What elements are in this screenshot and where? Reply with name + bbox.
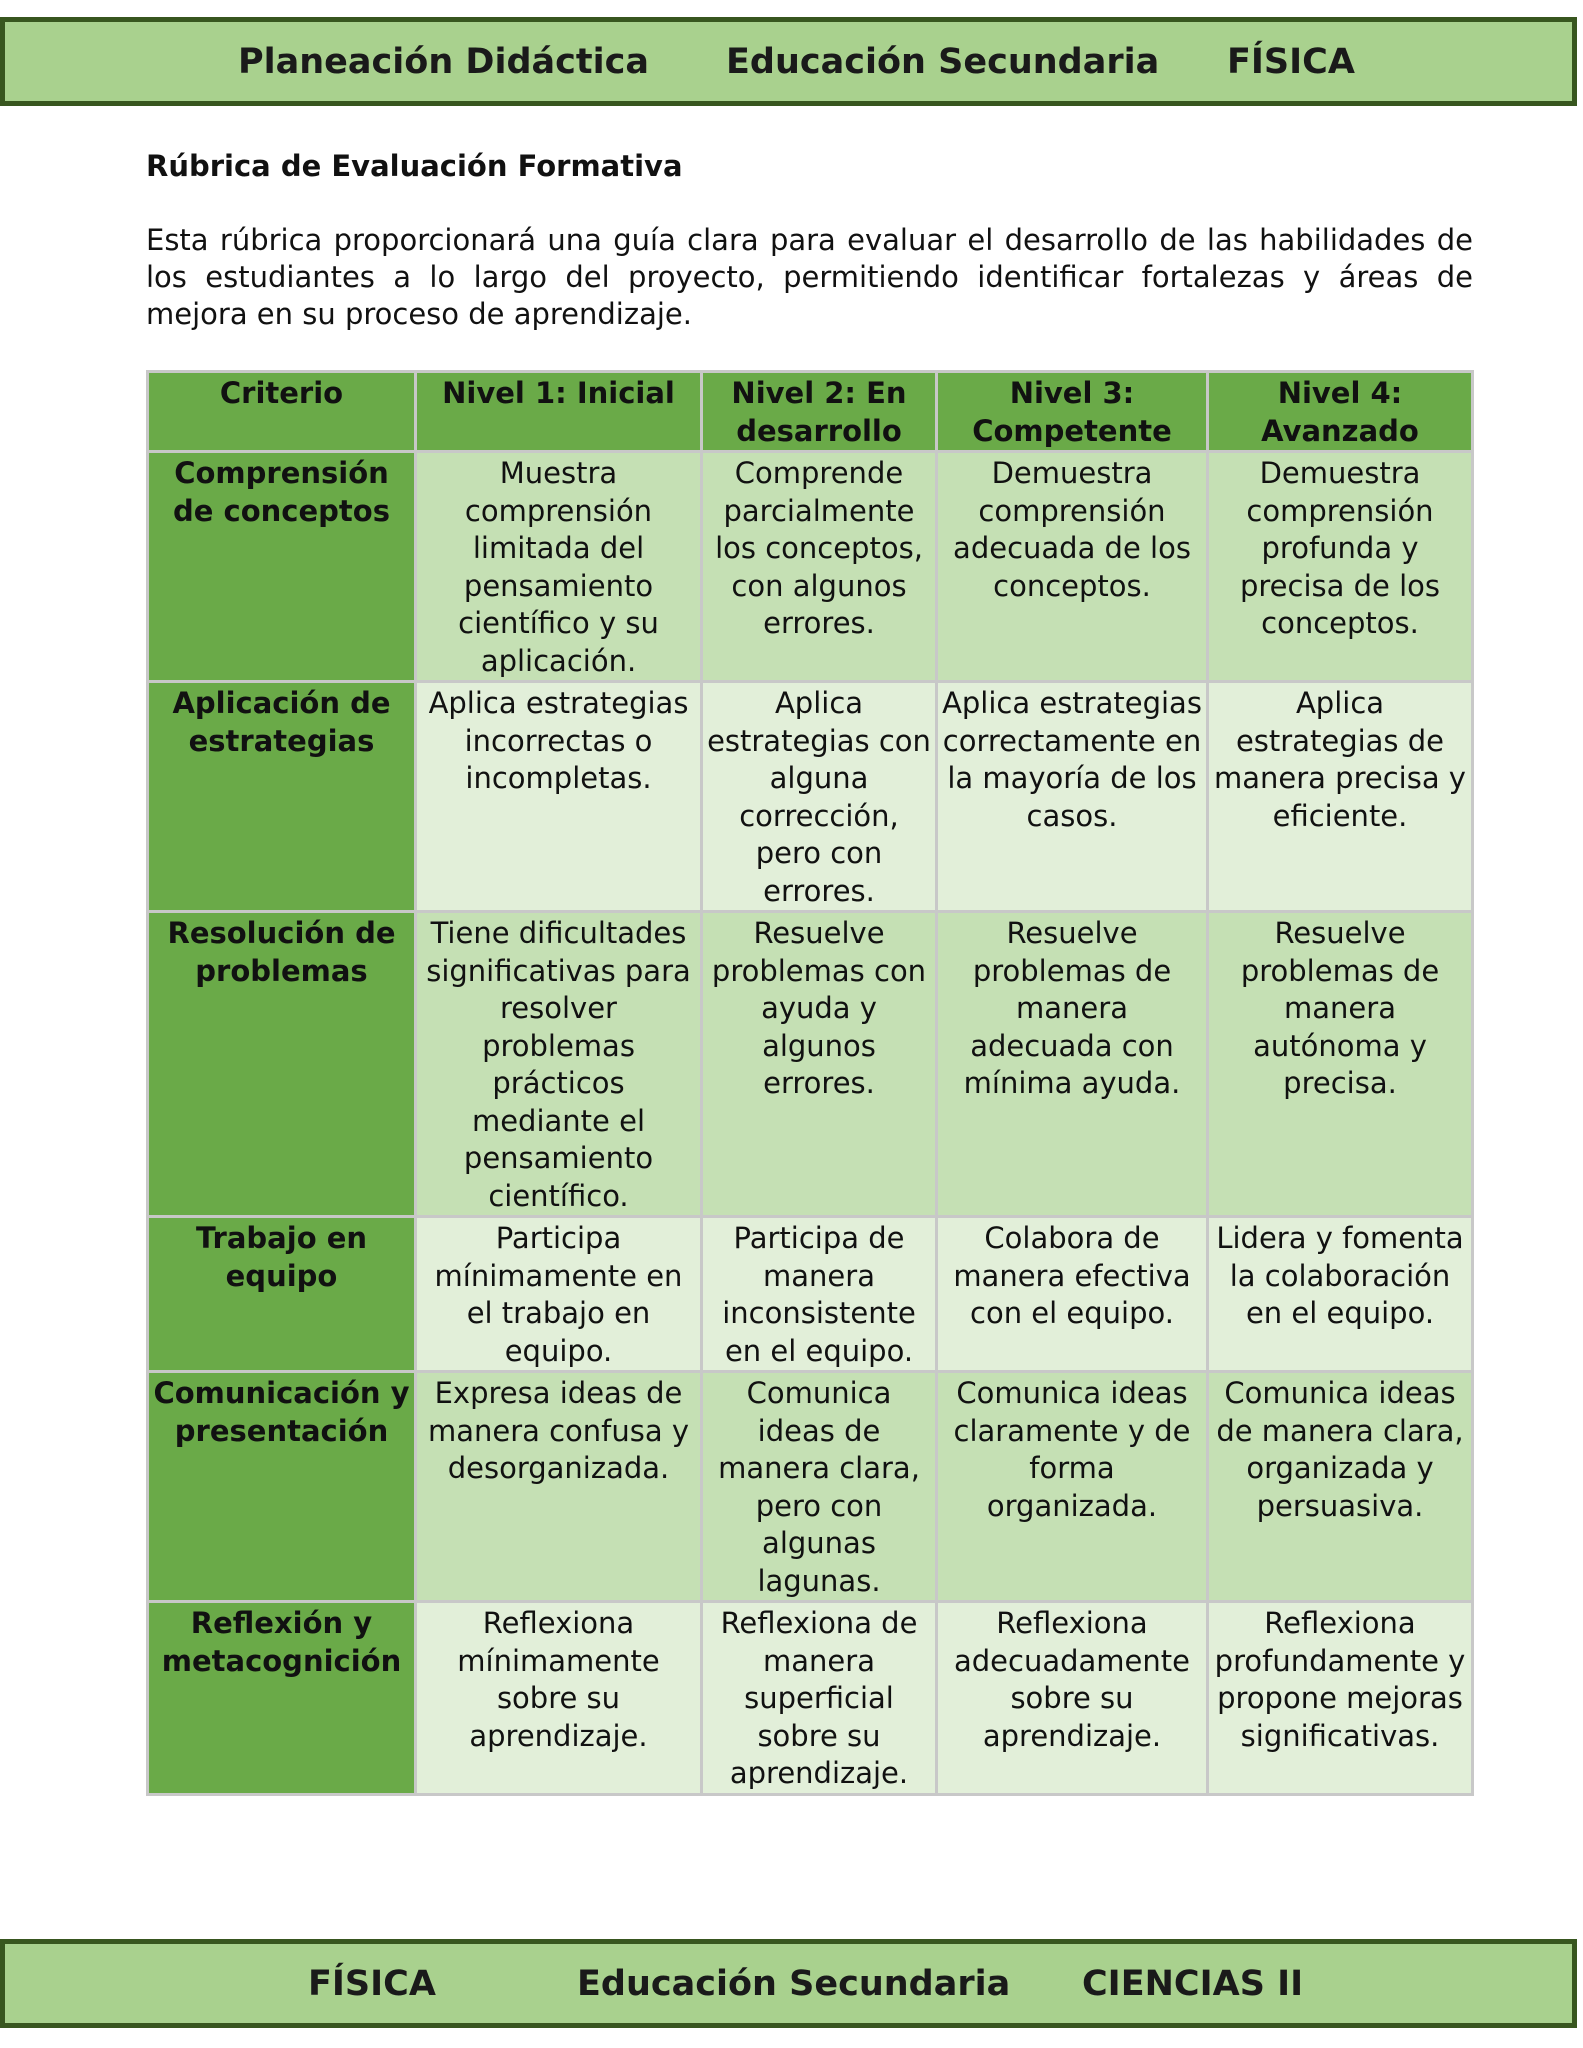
section-title: Rúbrica de Evaluación Formativa [146,149,683,183]
level-cell: Aplica estrategias de manera precisa y eficiente. [1209,683,1471,910]
level-cell: Reflexiona profundamente y propone mejoras significativas. [1209,1603,1471,1793]
criterio-cell: Trabajo en equipo [149,1218,414,1370]
level-cell: Resuelve problemas con ayuda y algunos errores. [703,913,935,1215]
criterio-cell: Comprensión de conceptos [149,453,414,680]
header-left-text: Planeación Didáctica [238,41,649,82]
level-cell: Demuestra comprensión adecuada de los conceptos. [938,453,1206,680]
criterio-cell: Comunicación y presentación [149,1373,414,1600]
level-cell: Comprende parcialmente los conceptos, con algunos errores. [703,453,935,680]
table-row [149,453,1471,680]
table-header-row [149,373,1471,450]
level-cell: Resuelve problemas de manera autónoma y precisa. [1209,913,1471,1215]
level-cell: Comunica ideas de manera clara, pero con algunas lagunas. [703,1373,935,1600]
page-footer [0,1939,1577,2028]
level-cell: Participa mínimamente en el trabajo en equipo. [417,1218,700,1370]
level-cell: Aplica estrategias incorrectas o incompletas. [417,683,700,910]
column-header-nivel-3: Nivel 3: Competente [938,373,1206,450]
criterio-cell: Resolución de problemas [149,913,414,1215]
column-header-criterio: Criterio [149,373,414,450]
level-cell: Colabora de manera efectiva con el equipo. [938,1218,1206,1370]
column-header-nivel-1: Nivel 1: Inicial [417,373,700,450]
criterio-cell: Aplicación de estrategias [149,683,414,910]
rubric-table [146,370,1474,1796]
footer-right-text: CIENCIAS II [1082,1963,1304,2004]
level-cell: Comunica ideas claramente y de forma organizada. [938,1373,1206,1600]
header-right-text: FÍSICA [1227,41,1355,82]
level-cell: Demuestra comprensión profunda y precisa de los conceptos. [1209,453,1471,680]
table-row [149,1603,1471,1793]
table-row [149,683,1471,910]
table-row [149,1373,1471,1600]
column-header-nivel-2: Nivel 2: En desarrollo [703,373,935,450]
header-center-text: Educación Secundaria [726,41,1160,82]
level-cell: Resuelve problemas de manera adecuada con mínima ayuda. [938,913,1206,1215]
table-row [149,913,1471,1215]
level-cell: Reflexiona adecuadamente sobre su aprendizaje. [938,1603,1206,1793]
level-cell: Reflexiona de manera superficial sobre su aprendizaje. [703,1603,935,1793]
level-cell: Muestra comprensión limitada del pensamiento científico y su aplicación. [417,453,700,680]
level-cell: Aplica estrategias con alguna corrección, pero con errores. [703,683,935,910]
footer-left-text: FÍSICA [308,1963,436,2004]
table-row [149,1218,1471,1370]
level-cell: Reflexiona mínimamente sobre su aprendizaje. [417,1603,700,1793]
level-cell: Tiene dificultades significativas para resolver problemas prácticos mediante el pensamiento científico. [417,913,700,1215]
criterio-cell: Reflexión y metacognición [149,1603,414,1793]
level-cell: Expresa ideas de manera confusa y desorganizada. [417,1373,700,1600]
level-cell: Participa de manera inconsistente en el equipo. [703,1218,935,1370]
footer-center-text: Educación Secundaria [577,1963,1011,2004]
column-header-nivel-4: Nivel 4: Avanzado [1209,373,1471,450]
intro-paragraph: Esta rúbrica proporcionará una guía clara para evaluar el desarrollo de las habilidades de los estudiantes a lo largo del proyecto, permitiendo identificar fortalezas y áreas de mejora en su proceso de aprendizaje. [146,223,1473,331]
level-cell: Aplica estrategias correctamente en la mayoría de los casos. [938,683,1206,910]
page-header [0,17,1577,106]
level-cell: Comunica ideas de manera clara, organizada y persuasiva. [1209,1373,1471,1600]
level-cell: Lidera y fomenta la colaboración en el equipo. [1209,1218,1471,1370]
